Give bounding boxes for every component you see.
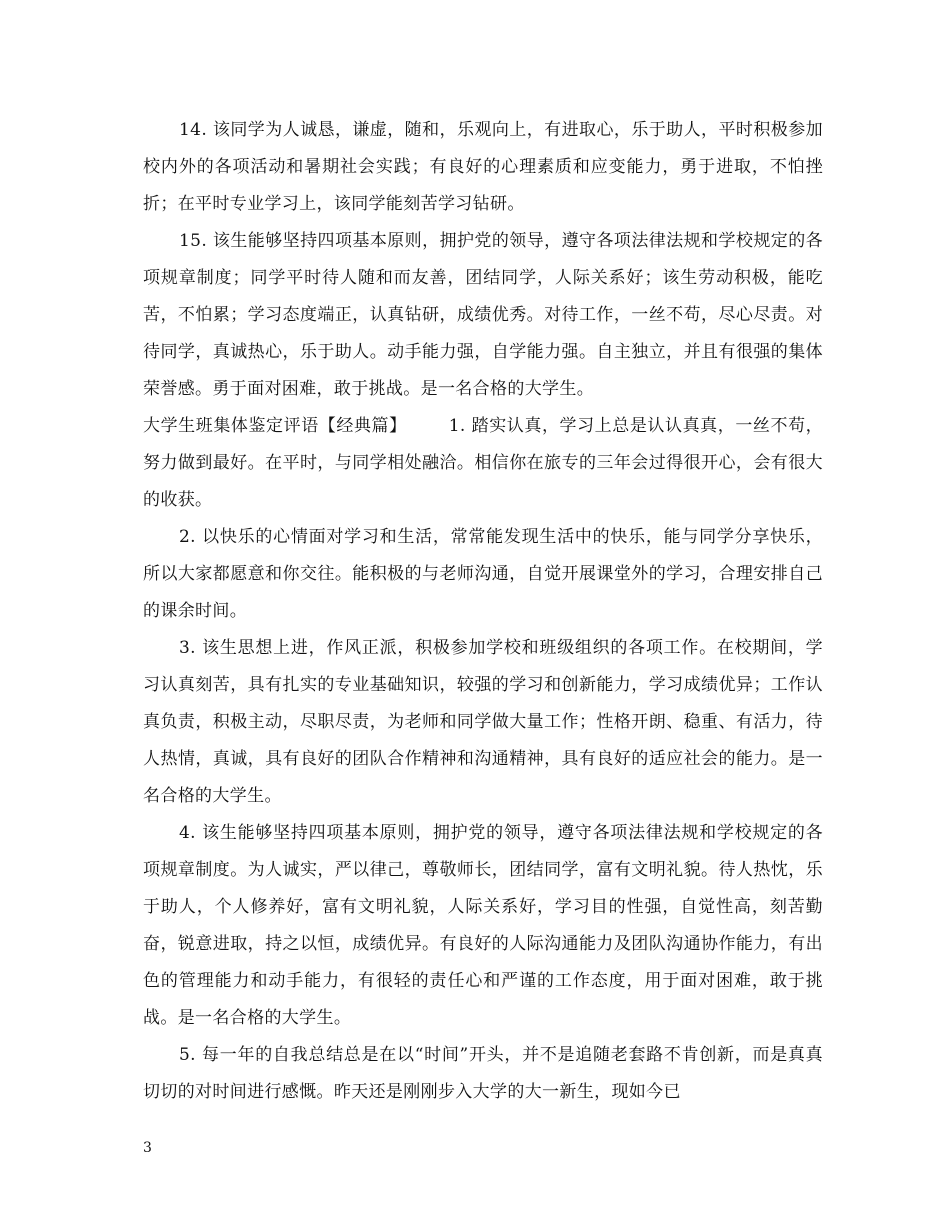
paragraph-1: 1. 踏实认真，学习上总是认认真真，一丝不苟，努力做到最好。在平时，与同学相处融洽。相信你在旅专的三年会过得很开心，会有很大的收获。 <box>143 416 823 510</box>
paragraph-2: 2. 以快乐的心情面对学习和生活，常常能发现生活中的快乐，能与同学分享快乐，所以大家都愿意和你交往。能积极的与老师沟通，自觉开展课堂外的学习，合理安排自己的课余时间。 <box>143 527 823 621</box>
section-heading: 大学生班集体鉴定评语【经典篇】 <box>143 416 407 436</box>
paragraph-section-start <box>143 408 823 519</box>
paragraph-3: 3. 该生思想上进，作风正派，积极参加学校和班级组织的各项工作。在校期间，学习认真刻苦，具有扎实的专业基础知识，较强的学习和创新能力，学习成绩优异；工作认真负责，积极主动，尽职尽责，为老师和同学做大量工作；性格开朗、稳重、有活力，待人热情，真诚，具有良好的团队合作精神和沟通精神，具有良好的适应社会的能力。是一名合格的大学生。 <box>143 638 823 806</box>
paragraph-4: 4. 该生能够坚持四项基本原则，拥护党的领导，遵守各项法律法规和学校规定的各项规章制度。为人诚实，严以律己，尊敬师长，团结同学，富有文明礼貌。待人热忱，乐于助人，个人修养好，富有文明礼貌，人际关系好，学习目的性强，自觉性高，刻苦勤奋，锐意进取，持之以恒，成绩优异。有良好的人际沟通能力及团队沟通协作能力，有出色的管理能力和动手能力，有很轻的责任心和严谨的工作态度，用于面对困难，敢于挑战。是一名合格的大学生。 <box>143 823 823 1028</box>
paragraph-14: 14. 该同学为人诚恳，谦虚，随和，乐观向上，有进取心，乐于助人，平时积极参加校内外的各项活动和暑期社会实践；有良好的心理素质和应变能力，勇于进取，不怕挫折；在平时专业学习上，该同学能刻苦学习钻研。 <box>143 120 823 214</box>
paragraph-5: 5. 每一年的自我总结总是在以“时间”开头，并不是追随老套路不肯创新，而是真真切切的对时间进行感慨。昨天还是刚刚步入大学的大一新生，现如今已 <box>143 1045 823 1102</box>
page-number: 3 <box>143 1140 152 1156</box>
document-body <box>143 112 823 1111</box>
paragraph-15: 15. 该生能够坚持四项基本原则，拥护党的领导，遵守各项法律法规和学校规定的各项规章制度；同学平时待人随和而友善，团结同学，人际关系好；该生劳动积极，能吃苦，不怕累；学习态度端正，认真钻研，成绩优秀。对待工作，一丝不苟，尽心尽责。对待同学，真诚热心，乐于助人。动手能力强，自学能力强。自主独立，并且有很强的集体荣誉感。勇于面对困难，敢于挑战。是一名合格的大学生。 <box>143 231 823 399</box>
